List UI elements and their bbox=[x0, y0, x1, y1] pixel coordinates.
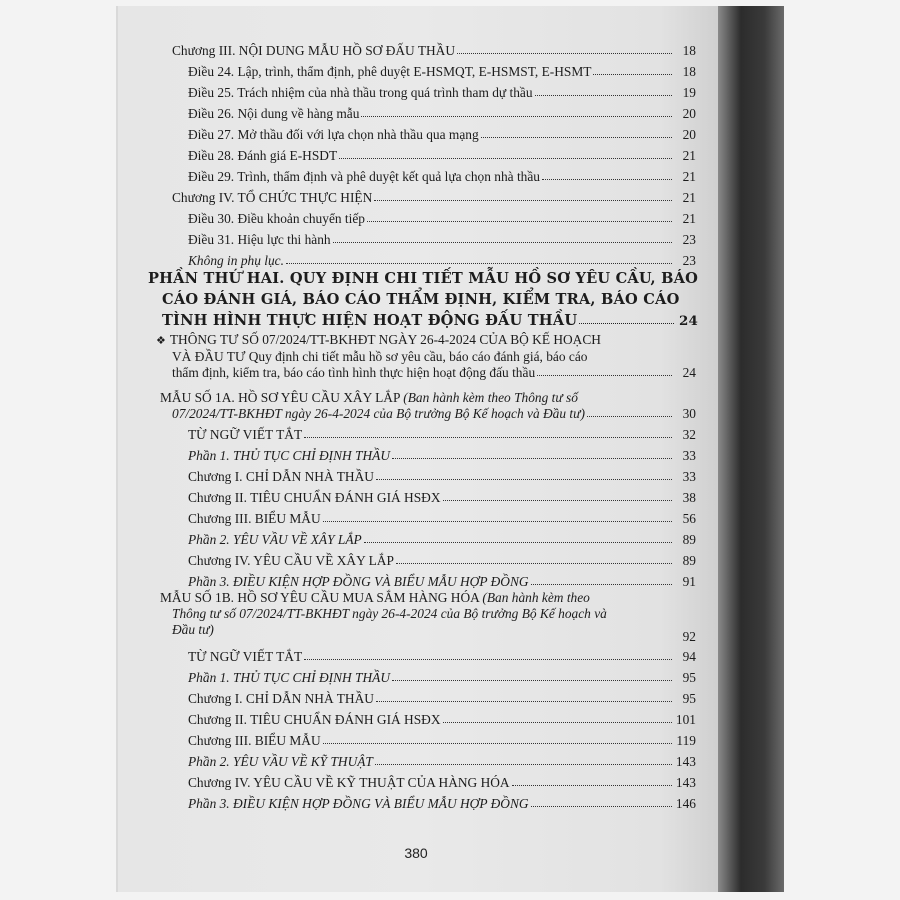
toc-page-number: 94 bbox=[682, 649, 696, 664]
toc-page-number: 89 bbox=[682, 532, 696, 547]
form-1b-page bbox=[650, 628, 696, 645]
toc-entry: Phần 3. ĐIỀU KIỆN HỢP ĐỒNG VÀ BIỂU MẪU HỢP ĐỒNG 146 bbox=[188, 796, 696, 811]
toc-page-number: 20 bbox=[682, 127, 696, 142]
toc-page-number: 146 bbox=[675, 796, 696, 811]
toc-page-number: 119 bbox=[676, 733, 696, 748]
toc-entry: Điều 25. Trách nhiệm của nhà thầu trong quá trình tham dự thầu 19 bbox=[188, 85, 696, 100]
toc-page-number: 89 bbox=[682, 553, 696, 568]
toc-entry: Điều 27. Mở thầu đối với lựa chọn nhà thầu qua mạng 20 bbox=[188, 127, 696, 142]
book-spine-shadow bbox=[718, 6, 784, 892]
toc-page-number: 21 bbox=[682, 148, 696, 163]
toc-page-number: 23 bbox=[682, 253, 696, 268]
toc-entry: Phần 2. YÊU VẦU VỀ KỸ THUẬT 143 bbox=[188, 754, 696, 769]
toc-entry: TỪ NGỮ VIẾT TẮT 32 bbox=[188, 427, 696, 442]
form-title: MẪU SỐ 1B. HỒ SƠ YÊU CẦU MUA SẮM HÀNG HÓA bbox=[160, 590, 483, 605]
page-number: 380 bbox=[404, 845, 428, 861]
toc-page-number: 21 bbox=[682, 211, 696, 226]
toc-entry: TỪ NGỮ VIẾT TẮT 94 bbox=[188, 649, 696, 664]
toc-page-number: 30 bbox=[682, 406, 696, 421]
toc-page-number: 143 bbox=[675, 754, 696, 769]
heading-line: TÌNH HÌNH THỰC HIỆN HOẠT ĐỘNG ĐẤU THẦU bbox=[162, 312, 578, 329]
toc-entry: Chương III. BIỂU MẪU 119 bbox=[188, 733, 696, 748]
toc-entry: Phần 3. ĐIỀU KIỆN HỢP ĐỒNG VÀ BIỂU MẪU HỢP ĐỒNG 91 bbox=[188, 574, 696, 589]
toc-page-number: 92 bbox=[682, 629, 696, 644]
toc-entry: Điều 30. Điều khoản chuyển tiếp 21 bbox=[188, 211, 696, 226]
toc-entry: Phần 2. YÊU VẦU VỀ XÂY LẮP 89 bbox=[188, 532, 696, 547]
toc-page-number: 101 bbox=[675, 712, 696, 727]
toc-page-number: 18 bbox=[682, 43, 696, 58]
form-title: MẪU SỐ 1A. HỒ SƠ YÊU CẦU XÂY LẮP bbox=[160, 390, 404, 405]
toc-entry: Chương III. NỘI DUNG MẪU HỒ SƠ ĐẤU THẦU 18 bbox=[172, 43, 696, 58]
toc-entry: Chương IV. YÊU CẦU VỀ XÂY LẮP 89 bbox=[188, 553, 696, 568]
toc-page-number: 95 bbox=[682, 670, 696, 685]
toc-page-number: 23 bbox=[682, 232, 696, 247]
toc-entry: Điều 28. Đánh giá E-HSDT 21 bbox=[188, 148, 696, 163]
form-1a-entry: MẪU SỐ 1A. HỒ SƠ YÊU CẦU XÂY LẮP (Ban hành kèm theo Thông tư số 07/2024/TT-BKHĐT ngày 26-4-2024 của Bộ trưởng Bộ Kế hoạch và Đầu tư) 30 bbox=[160, 390, 696, 421]
toc-entry: Chương IV. TỔ CHỨC THỰC HIỆN 21 bbox=[172, 190, 696, 205]
diamond-bullet-icon: ❖ bbox=[156, 335, 166, 347]
toc-page-number: 91 bbox=[682, 574, 696, 589]
form-1b-entry: MẪU SỐ 1B. HỒ SƠ YÊU CẦU MUA SẮM HÀNG HÓA (Ban hành kèm theo Thông tư số 07/2024/TT-BKHĐT ngày 26-4-2024 của Bộ trưởng Bộ Kế hoạch và Đầu tư) bbox=[160, 590, 607, 637]
toc-entry: Chương II. TIÊU CHUẨN ĐÁNH GIÁ HSĐX 101 bbox=[188, 712, 696, 727]
toc-page-number: 56 bbox=[682, 511, 696, 526]
toc-entry: Chương II. TIÊU CHUẨN ĐÁNH GIÁ HSĐX 38 bbox=[188, 490, 696, 505]
toc-entry: Chương I. CHỈ DẪN NHÀ THẦU 33 bbox=[188, 469, 696, 484]
toc-entry: Điều 24. Lập, trình, thẩm định, phê duyệt E-HSMQT, E-HSMST, E-HSMT 18 bbox=[188, 64, 696, 79]
toc-page-number: 143 bbox=[675, 775, 696, 790]
part-two-heading bbox=[148, 268, 698, 332]
toc-page-number: 19 bbox=[682, 85, 696, 100]
toc-page-number: 24 bbox=[678, 313, 698, 329]
toc-page-number: 38 bbox=[682, 490, 696, 505]
toc-entry: Phần 1. THỦ TỤC CHỈ ĐỊNH THẦU 95 bbox=[188, 670, 696, 685]
toc-page-number: 18 bbox=[682, 64, 696, 79]
toc-page-number: 24 bbox=[682, 365, 696, 380]
toc-entry: Điều 29. Trình, thẩm định và phê duyệt kết quả lựa chọn nhà thầu 21 bbox=[188, 169, 696, 184]
toc-page-number: 33 bbox=[682, 448, 696, 463]
toc-entry: Phần 1. THỦ TỤC CHỈ ĐỊNH THẦU 33 bbox=[188, 448, 696, 463]
toc-entry: Điều 26. Nội dung về hàng mẫu 20 bbox=[188, 106, 696, 121]
circular-entry: ❖ THÔNG TƯ SỐ 07/2024/TT-BKHĐT NGÀY 26-4-2024 CỦA BỘ KẾ HOẠCH VÀ ĐẦU TƯ Quy định chi tiết mẫu hồ sơ yêu cầu, báo cáo đánh giá, báo cáo thẩm định, kiểm tra, báo cáo tình hình thực hiện hoạt động đấu thầu 24 bbox=[156, 332, 696, 380]
toc-entry: Điều 31. Hiệu lực thi hành 23 bbox=[188, 232, 696, 247]
toc-entry: Chương III. BIỂU MẪU 56 bbox=[188, 511, 696, 526]
toc-entry: Chương I. CHỈ DẪN NHÀ THẦU 95 bbox=[188, 691, 696, 706]
toc-page-number: 95 bbox=[682, 691, 696, 706]
toc-page-number: 20 bbox=[682, 106, 696, 121]
toc-entry: Không in phụ lục. 23 bbox=[188, 253, 696, 268]
toc-page-number: 21 bbox=[682, 169, 696, 184]
toc-page-number: 32 bbox=[682, 427, 696, 442]
heading-line: CÁO ĐÁNH GIÁ, BÁO CÁO THẨM ĐỊNH, KIỂM TRA, BÁO CÁO bbox=[162, 291, 680, 308]
toc-page-number: 33 bbox=[682, 469, 696, 484]
heading-line: PHẦN THỨ HAI. QUY ĐỊNH CHI TIẾT MẪU HỒ SƠ YÊU CẦU, BÁO bbox=[148, 270, 699, 287]
toc-entry: Chương IV. YÊU CẦU VỀ KỸ THUẬT CỦA HÀNG HÓA 143 bbox=[188, 775, 696, 790]
toc-page-number: 21 bbox=[682, 190, 696, 205]
